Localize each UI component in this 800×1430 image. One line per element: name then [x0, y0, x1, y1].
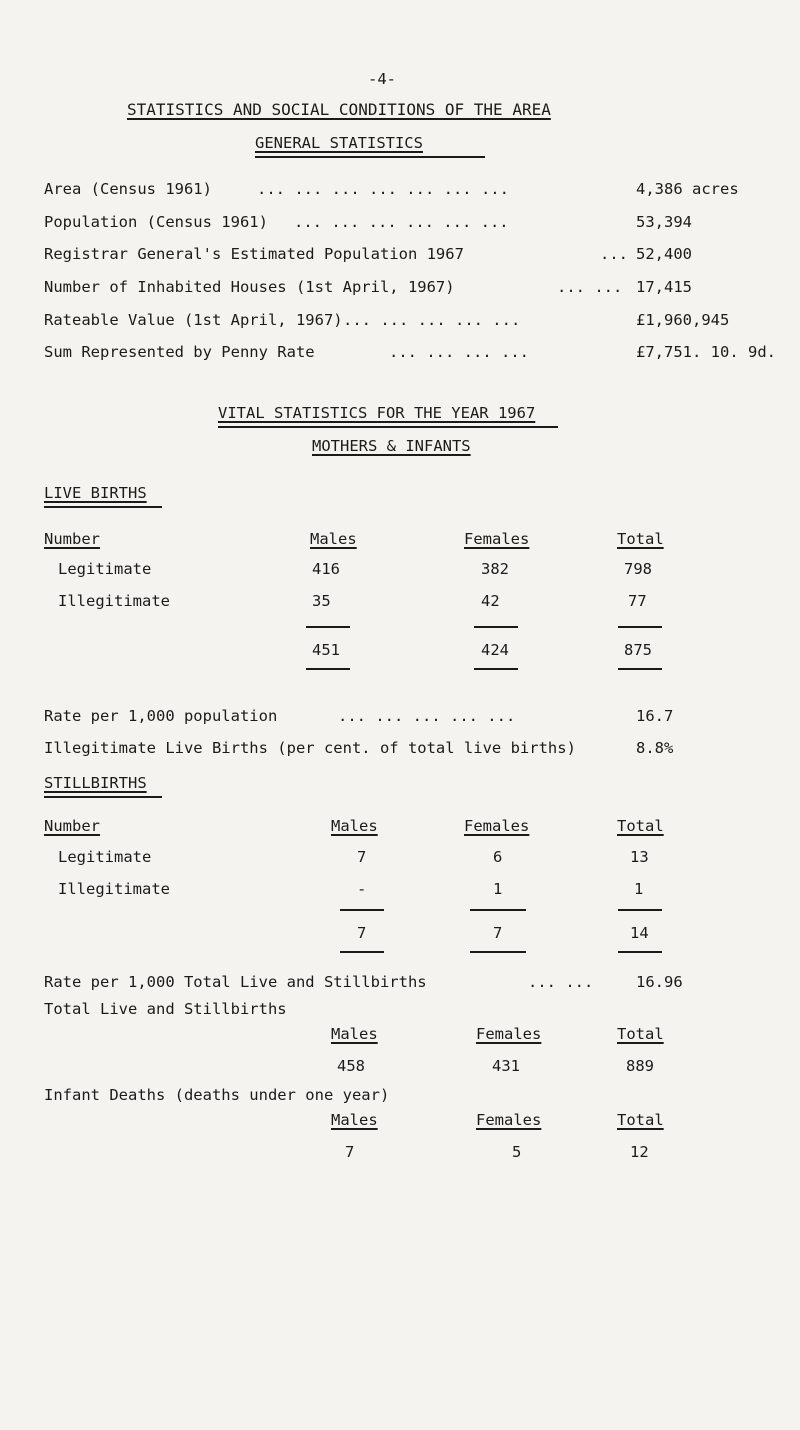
- general-row-value: £7,751. 10. 9d.: [636, 343, 776, 361]
- vital-statistics-heading: VITAL STATISTICS FOR THE YEAR 1967: [218, 404, 536, 422]
- cell-males: 7: [357, 848, 367, 866]
- total-rule: [618, 951, 662, 953]
- total-males: 7: [357, 924, 367, 942]
- column-header-total: Total: [617, 817, 664, 835]
- column-header-males: Males: [331, 1111, 378, 1129]
- total-total: 14: [630, 924, 649, 942]
- sum-rule: [618, 626, 662, 628]
- live-births-heading: LIVE BIRTHS: [44, 484, 147, 502]
- total-total: 875: [624, 641, 652, 659]
- general-row-label: Sum Represented by Penny Rate: [44, 343, 315, 361]
- column-header-females: Females: [476, 1111, 542, 1129]
- stillbirth-rate-label: Rate per 1,000 Total Live and Stillbirths: [44, 973, 427, 991]
- stillbirths-heading: STILLBIRTHS: [44, 774, 147, 792]
- live-birth-rate-label: Rate per 1,000 population: [44, 707, 278, 725]
- heading-double-underline: [44, 506, 162, 508]
- general-row-label: Area (Census 1961): [44, 180, 212, 198]
- illegitimate-percent-label: Illegitimate Live Births (per cent. of total live births): [44, 739, 576, 757]
- total-live-still-heading: Total Live and Stillbirths: [44, 1000, 287, 1018]
- stillbirth-rate-value: 16.96: [636, 973, 683, 991]
- total-males: 451: [312, 641, 340, 659]
- total-rule: [340, 951, 384, 953]
- leader-dots: ... ... ... ... ...: [343, 311, 521, 329]
- cell-total: 12: [630, 1143, 649, 1161]
- page-number: -4-: [368, 70, 396, 88]
- leader-dots: ... ... ... ... ...: [338, 707, 516, 725]
- general-row-label: Registrar General's Estimated Population 1967: [44, 245, 464, 263]
- illegitimate-percent-value: 8.8%: [636, 739, 674, 757]
- column-header-number: Number: [44, 530, 100, 548]
- general-row-label: Population (Census 1961): [44, 213, 268, 231]
- cell-males: 416: [312, 560, 340, 578]
- cell-total: 13: [630, 848, 649, 866]
- total-rule: [470, 951, 526, 953]
- cell-males: 7: [345, 1143, 355, 1161]
- leader-dots: ... ... ... ... ... ...: [294, 213, 509, 231]
- sum-rule: [470, 909, 526, 911]
- mothers-infants-heading: MOTHERS & INFANTS: [312, 437, 471, 455]
- column-header-males: Males: [331, 817, 378, 835]
- sum-rule: [306, 626, 350, 628]
- column-header-total: Total: [617, 530, 664, 548]
- leader-dots: ... ...: [557, 278, 623, 296]
- heading-double-underline: [44, 796, 162, 798]
- column-header-females: Females: [464, 530, 530, 548]
- column-header-number: Number: [44, 817, 100, 835]
- heading-double-underline: [255, 156, 485, 158]
- general-row-value: 17,415: [636, 278, 692, 296]
- total-females: 7: [493, 924, 503, 942]
- cell-females: 431: [492, 1057, 520, 1075]
- general-row-value: 53,394: [636, 213, 692, 231]
- general-statistics-heading: GENERAL STATISTICS: [255, 134, 423, 152]
- sum-rule: [474, 626, 518, 628]
- general-row-label: Rateable Value (1st April, 1967): [44, 311, 343, 329]
- total-females: 424: [481, 641, 509, 659]
- total-rule: [474, 668, 518, 670]
- cell-females: 42: [481, 592, 500, 610]
- sum-rule: [618, 909, 662, 911]
- row-label-illegitimate: Illegitimate: [58, 592, 170, 610]
- column-header-males: Males: [331, 1025, 378, 1043]
- general-row-value: £1,960,945: [636, 311, 730, 329]
- row-label-legitimate: Legitimate: [58, 560, 152, 578]
- column-header-total: Total: [617, 1111, 664, 1129]
- total-rule: [618, 668, 662, 670]
- cell-females: 382: [481, 560, 509, 578]
- leader-dots: ... ...: [528, 973, 594, 991]
- general-row-value: 52,400: [636, 245, 692, 263]
- live-birth-rate-value: 16.7: [636, 707, 674, 725]
- cell-females: 5: [512, 1143, 522, 1161]
- total-rule: [306, 668, 350, 670]
- heading-double-underline: [218, 426, 558, 428]
- infant-deaths-heading: Infant Deaths (deaths under one year): [44, 1086, 390, 1104]
- column-header-females: Females: [476, 1025, 542, 1043]
- cell-females: 1: [493, 880, 503, 898]
- cell-total: 77: [628, 592, 647, 610]
- leader-dots: ... ... ... ...: [389, 343, 529, 361]
- cell-total: 798: [624, 560, 652, 578]
- sum-rule: [340, 909, 384, 911]
- cell-total: 1: [634, 880, 644, 898]
- general-row-label: Number of Inhabited Houses (1st April, 1967): [44, 278, 455, 296]
- row-label-illegitimate: Illegitimate: [58, 880, 170, 898]
- cell-total: 889: [626, 1057, 654, 1075]
- column-header-females: Females: [464, 817, 530, 835]
- cell-males: 35: [312, 592, 331, 610]
- cell-males: -: [357, 880, 367, 898]
- general-row-value: 4,386 acres: [636, 180, 739, 198]
- row-label-legitimate: Legitimate: [58, 848, 152, 866]
- leader-dots: ...: [600, 245, 628, 263]
- page-title: STATISTICS AND SOCIAL CONDITIONS OF THE AREA: [127, 100, 551, 119]
- cell-females: 6: [493, 848, 503, 866]
- column-header-males: Males: [310, 530, 357, 548]
- leader-dots: ... ... ... ... ... ... ...: [257, 180, 509, 198]
- column-header-total: Total: [617, 1025, 664, 1043]
- cell-males: 458: [337, 1057, 365, 1075]
